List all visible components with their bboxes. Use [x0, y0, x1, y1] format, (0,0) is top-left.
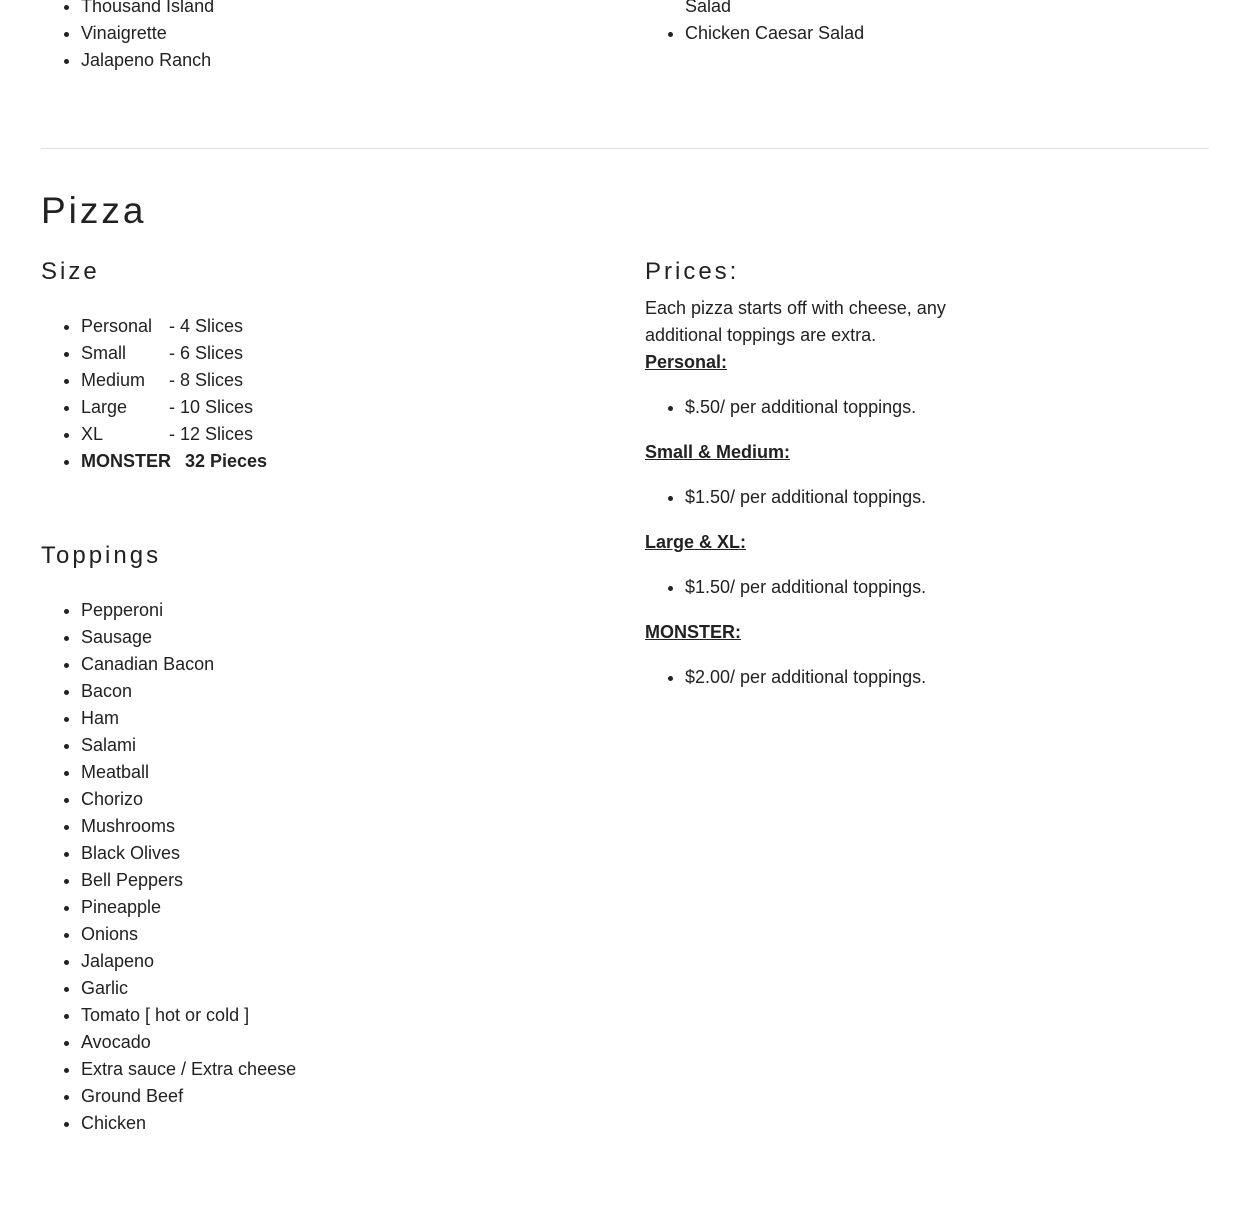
list-item: • $.50/ per additional toppings. [685, 394, 1005, 421]
list-item: • Canadian Bacon [81, 651, 296, 678]
list-item [81, 394, 267, 421]
list-item: • Mushrooms [81, 813, 296, 840]
list-item: • Chorizo [81, 786, 296, 813]
prices-heading: Prices: [645, 258, 740, 285]
size-slices: - 12 Slices [169, 424, 254, 444]
page-title: Pizza [41, 190, 147, 231]
list-item: • $1.50/ per additional toppings. [685, 574, 1005, 601]
size-label: Small [81, 343, 127, 363]
toppings-list [41, 597, 296, 1137]
size-list [41, 313, 267, 475]
price-label-monster: MONSTER: [645, 622, 741, 642]
size-slices: 32 Pieces [185, 451, 268, 471]
list-item: • Jalapeno Ranch [81, 47, 214, 74]
list-item: • Pepperoni [81, 597, 296, 624]
size-label: Medium [81, 370, 146, 390]
list-item: • Salami [81, 732, 296, 759]
toppings-heading: Toppings [41, 542, 162, 569]
salad-list [645, 0, 864, 47]
list-item [81, 421, 267, 448]
size-slices: - 6 Slices [169, 343, 244, 363]
size-slices: - 4 Slices [169, 316, 244, 336]
list-item: Salad [685, 0, 732, 16]
list-item: • Thousand Island [81, 0, 214, 20]
section-divider [41, 148, 1209, 149]
list-item [81, 340, 267, 367]
price-list [645, 394, 1005, 421]
list-item [81, 448, 267, 475]
price-list [645, 574, 1005, 601]
list-item: • $2.00/ per additional toppings. [685, 664, 1005, 691]
list-item: • Extra sauce / Extra cheese [81, 1056, 296, 1083]
size-heading: Size [41, 258, 100, 285]
prices-intro: Each pizza starts off with cheese, any additional toppings are extra. [645, 298, 946, 345]
size-label: Personal [81, 316, 153, 336]
price-list [645, 664, 1005, 691]
size-slices: - 10 Slices [169, 397, 254, 417]
price-label-personal: Personal: [645, 352, 728, 372]
list-item: • Chicken Caesar Salad [685, 20, 864, 47]
price-list [645, 484, 1005, 511]
list-item: • Sausage [81, 624, 296, 651]
list-item: • Vinaigrette [81, 20, 214, 47]
size-label: MONSTER [81, 451, 171, 471]
list-item: • Garlic [81, 975, 296, 1002]
list-item [81, 313, 267, 340]
list-item: • Avocado [81, 1029, 296, 1056]
list-item: • Tomato [ hot or cold ] [81, 1002, 296, 1029]
price-label-small-medium: Small & Medium: [645, 442, 791, 462]
list-item: • Bell Peppers [81, 867, 296, 894]
list-item: • Meatball [81, 759, 296, 786]
list-item: • Chicken [81, 1110, 296, 1137]
size-label: Large [81, 397, 128, 417]
size-label: XL [81, 424, 104, 444]
list-item: • Bacon [81, 678, 296, 705]
list-item: • Pineapple [81, 894, 296, 921]
size-slices: - 8 Slices [169, 370, 244, 390]
list-item: • Ground Beef [81, 1083, 296, 1110]
list-item: • Onions [81, 921, 296, 948]
list-item [81, 367, 267, 394]
dressing-list [41, 0, 214, 74]
prices-section [645, 295, 1005, 709]
list-item: • Black Olives [81, 840, 296, 867]
price-label-large-xl: Large & XL: [645, 532, 747, 552]
list-item: • Jalapeno [81, 948, 296, 975]
list-item: • Ham [81, 705, 296, 732]
list-item: • $1.50/ per additional toppings. [685, 484, 1005, 511]
